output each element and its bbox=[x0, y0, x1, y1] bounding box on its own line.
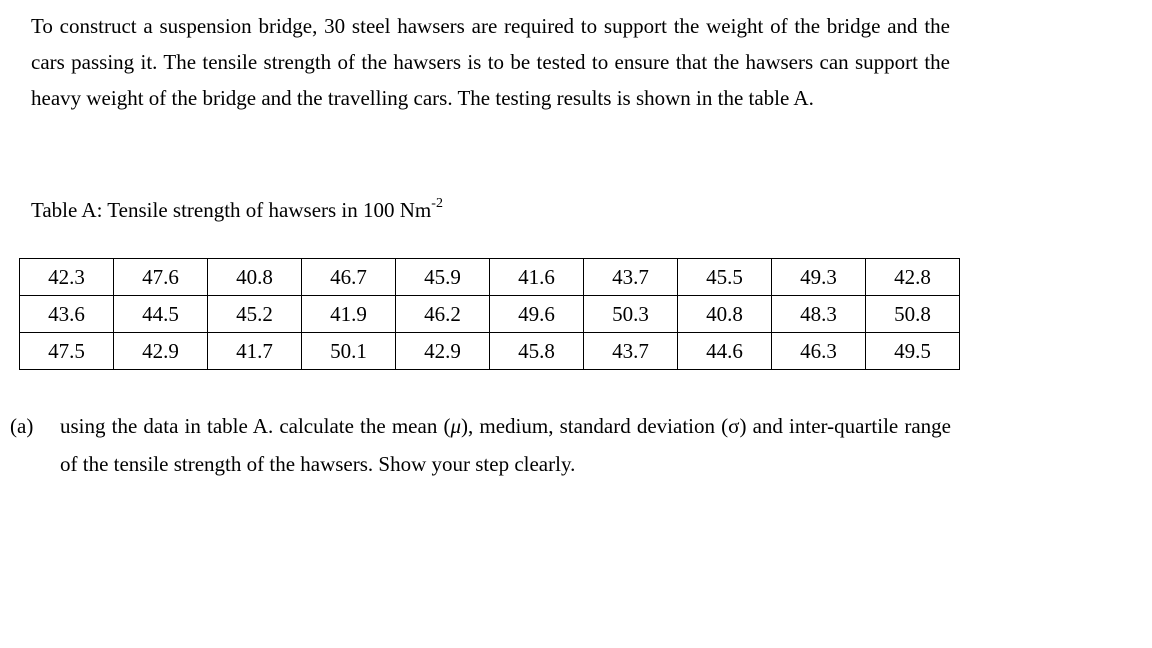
table-cell: 49.6 bbox=[490, 296, 584, 333]
table-cell: 47.5 bbox=[20, 333, 114, 370]
table-row bbox=[20, 259, 960, 296]
table-row bbox=[20, 333, 960, 370]
table-cell: 40.8 bbox=[678, 296, 772, 333]
table-row bbox=[20, 296, 960, 333]
table-body bbox=[20, 259, 960, 370]
table-cell: 44.6 bbox=[678, 333, 772, 370]
table-cell: 47.6 bbox=[114, 259, 208, 296]
mu-symbol: μ bbox=[450, 414, 461, 438]
table-cell: 42.3 bbox=[20, 259, 114, 296]
table-cell: 40.8 bbox=[208, 259, 302, 296]
table-cell: 41.6 bbox=[490, 259, 584, 296]
table-cell: 45.5 bbox=[678, 259, 772, 296]
table-cell: 44.5 bbox=[114, 296, 208, 333]
table-cell: 49.3 bbox=[772, 259, 866, 296]
table-cell: 48.3 bbox=[772, 296, 866, 333]
table-cell: 45.9 bbox=[396, 259, 490, 296]
question-a bbox=[10, 407, 951, 483]
question-text bbox=[60, 407, 951, 483]
question-text-part1: using the data in table A. calculate the mean ( bbox=[60, 414, 451, 438]
table-cell: 49.5 bbox=[866, 333, 960, 370]
table-cell: 42.8 bbox=[866, 259, 960, 296]
table-cell: 43.7 bbox=[584, 333, 678, 370]
table-cell: 41.9 bbox=[302, 296, 396, 333]
table-cell: 50.8 bbox=[866, 296, 960, 333]
question-label: (a) bbox=[10, 414, 34, 438]
question-text-part2: ), medium, standard deviation ( bbox=[461, 414, 729, 438]
table-cell: 45.8 bbox=[490, 333, 584, 370]
table-caption-superscript: -2 bbox=[431, 196, 443, 211]
table-cell: 46.3 bbox=[772, 333, 866, 370]
table-cell: 46.7 bbox=[302, 259, 396, 296]
intro-text bbox=[31, 8, 950, 116]
intro-paragraph: To construct a suspension bridge, 30 steel hawsers are required to support the weight of the bridge and the cars passing it. The tensile strength of the hawsers is to be tested to ensure that the hawsers can support the heavy weight of the bridge and the travelling cars. The testing results is shown in the table A. bbox=[31, 14, 950, 110]
table-cell: 46.2 bbox=[396, 296, 490, 333]
question-text-part3: ) and inter-quartile range of the tensile strength of the hawsers. Show your step clearly. bbox=[60, 414, 951, 476]
table-cell: 42.9 bbox=[396, 333, 490, 370]
table-cell: 43.7 bbox=[584, 259, 678, 296]
table-cell: 50.1 bbox=[302, 333, 396, 370]
table-caption-text: Table A: Tensile strength of hawsers in 100 Nm bbox=[31, 198, 432, 222]
table-caption bbox=[31, 188, 443, 228]
tensile-strength-table bbox=[19, 258, 960, 370]
table-cell: 43.6 bbox=[20, 296, 114, 333]
table-cell: 41.7 bbox=[208, 333, 302, 370]
table-cell: 50.3 bbox=[584, 296, 678, 333]
table-cell: 45.2 bbox=[208, 296, 302, 333]
sigma-symbol: σ bbox=[728, 414, 740, 438]
table-cell: 42.9 bbox=[114, 333, 208, 370]
